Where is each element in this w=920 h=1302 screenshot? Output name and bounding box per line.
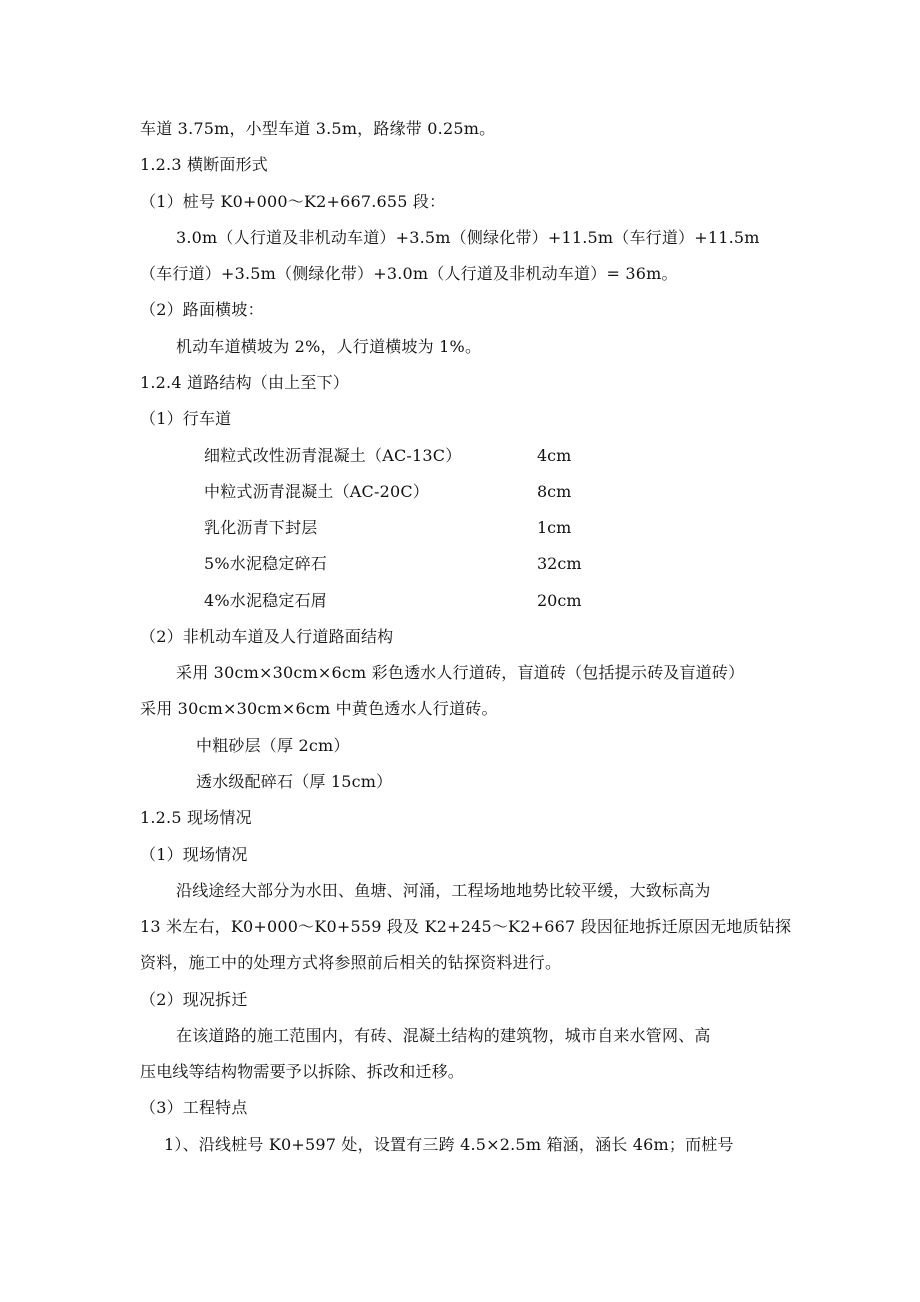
text-line: 13 米左右，K0+000～K0+559 段及 K2+245～K2+667 段因征地拆迁原因无地质钻探 xyxy=(140,917,792,936)
text-line: 采用 30cm×30cm×6cm 彩色透水人行道砖，盲道砖（包括提示砖及盲道砖） xyxy=(176,663,745,682)
section-heading: 1.2.3 横断面形式 xyxy=(140,155,268,174)
layer-thickness: 20cm xyxy=(537,591,582,610)
text-line: 在该道路的施工范围内，有砖、混凝土结构的建筑物，城市自来水管网、高 xyxy=(176,1026,711,1045)
text-line: （3）工程特点 xyxy=(140,1098,248,1117)
layer-thickness: 32cm xyxy=(537,554,582,573)
layer-name: 乳化沥青下封层 xyxy=(204,518,318,537)
layer-name: 中粒式沥青混凝土（AC-20C） xyxy=(204,482,430,501)
text-line: （1）行车道 xyxy=(140,409,232,428)
section-heading: 1.2.5 现场情况 xyxy=(140,808,252,827)
layer-name: 5%水泥稳定碎石 xyxy=(204,554,327,573)
text-line: 压电线等结构物需要予以拆除、拆改和迁移。 xyxy=(140,1062,465,1081)
text-line: （2）路面横坡： xyxy=(140,300,264,319)
text-line: 1）、沿线桩号 K0+597 处，设置有三跨 4.5×2.5m 箱涵，涵长 46m；而桩号 xyxy=(164,1135,734,1154)
layer-name: 细粒式改性沥青混凝土（AC-13C） xyxy=(204,446,462,465)
text-line: （车行道）+3.5m（侧绿化带）+3.0m（人行道及非机动车道）= 36m。 xyxy=(140,264,678,283)
text-line: 资料，施工中的处理方式将参照前后相关的钻探资料进行。 xyxy=(140,953,562,972)
text-line: 中粗砂层（厚 2cm） xyxy=(196,736,350,755)
text-line: （2）现况拆迁 xyxy=(140,990,248,1009)
layer-thickness: 8cm xyxy=(537,482,572,501)
text-line: （2）非机动车道及人行道路面结构 xyxy=(140,627,394,646)
text-line: 车道 3.75m，小型车道 3.5m，路缘带 0.25m。 xyxy=(140,119,496,138)
layer-thickness: 1cm xyxy=(537,518,572,537)
text-line: 机动车道横坡为 2%，人行道横坡为 1%。 xyxy=(176,337,482,356)
text-line: （1）桩号 K0+000～K2+667.655 段： xyxy=(140,192,446,211)
layer-thickness: 4cm xyxy=(537,446,572,465)
text-line: 沿线途经大部分为水田、鱼塘、河涌，工程场地地势比较平缓，大致标高为 xyxy=(176,881,711,900)
section-heading: 1.2.4 道路结构（由上至下） xyxy=(140,373,349,392)
text-line: 3.0m（人行道及非机动车道）+3.5m（侧绿化带）+11.5m（车行道）+11.5m xyxy=(176,228,760,247)
text-line: 透水级配碎石（厚 15cm） xyxy=(196,772,393,791)
text-line: 采用 30cm×30cm×6cm 中黄色透水人行道砖。 xyxy=(140,699,498,718)
text-line: （1）现场情况 xyxy=(140,845,248,864)
layer-name: 4%水泥稳定石屑 xyxy=(204,591,327,610)
